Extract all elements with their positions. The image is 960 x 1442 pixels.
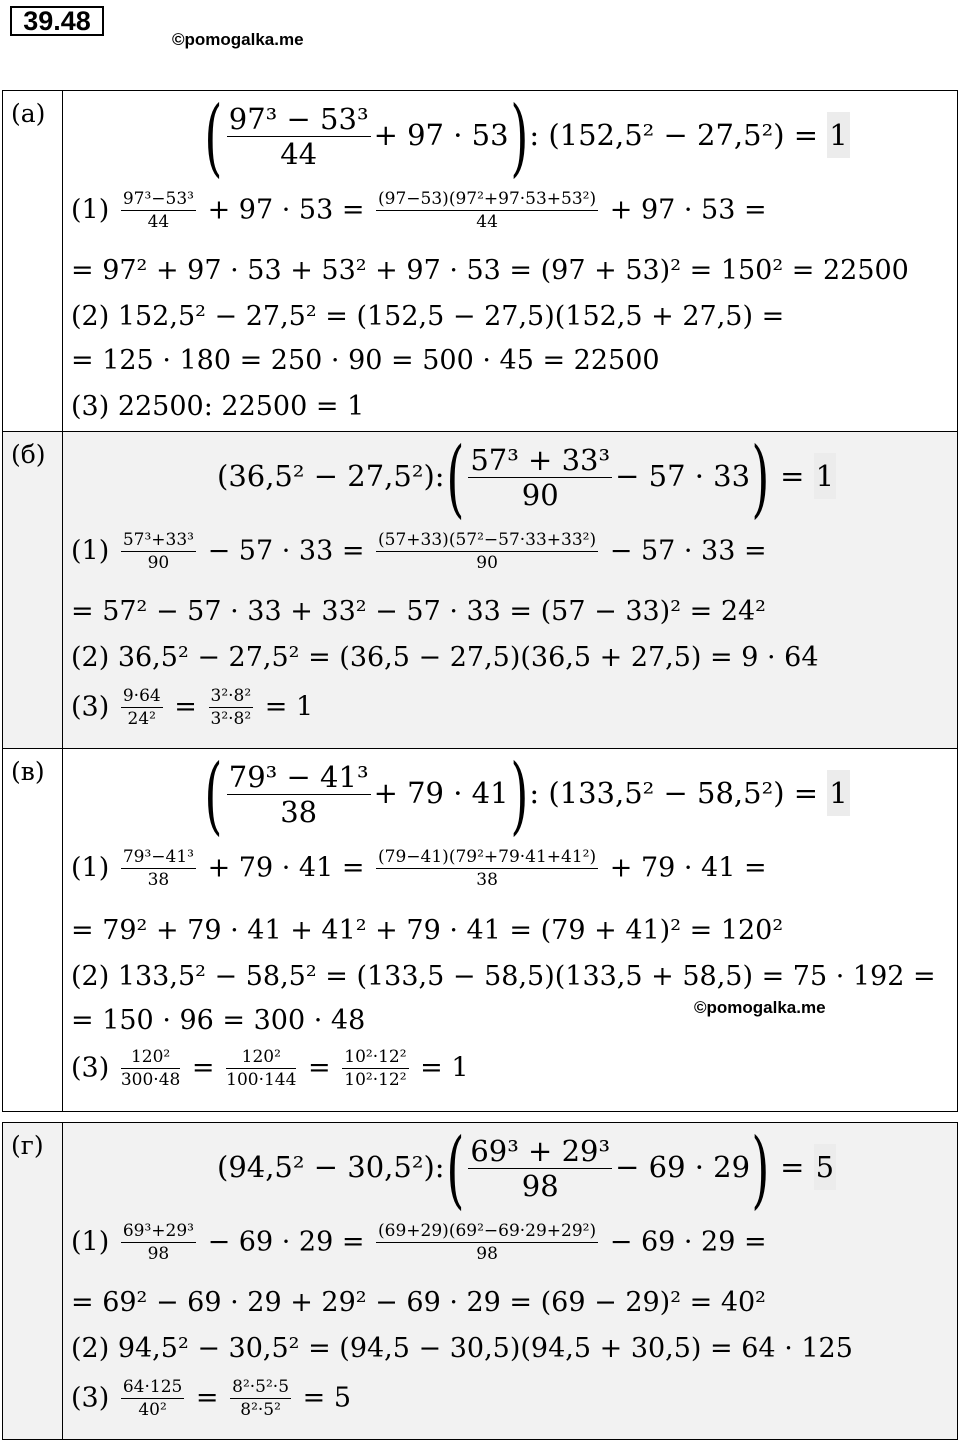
- step-3: (3) $\frac{\text{120²}}{300\cdot 48}$ = $\frac{\text{120²}}{100\cdot 144}$ = $\frac{\text{10²·12²}}{\text{10²·12²}}$ = 1: [71, 1047, 469, 1090]
- letter-column: [3, 1123, 63, 1439]
- step-2: (2) 94,5² − 30,5² = (94,5 − 30,5)(94,5 + 30,5) = 64 · 125: [71, 1333, 853, 1364]
- step-1-cont: = 97² + 97 · 53 + 53² + 97 · 53 = (97 + 53)² = 150² = 22500: [71, 255, 909, 286]
- step-1: (1) $\frac{\text{69³+29³}}{98}$ − 69 · 29 = $\frac{\text{(69+29)(69²−69·29+29²)}}{98}$ − 69 · 29 =: [71, 1221, 767, 1264]
- letter-column: [3, 432, 63, 748]
- fraction: $\frac{\text{97³ − 53³}}{44}$: [228, 102, 369, 171]
- step-2: (2) 133,5² − 58,5² = (133,5 − 58,5)(133,5 + 58,5) = 75 · 192 =: [71, 961, 936, 992]
- answer-highlight: 1: [827, 112, 849, 158]
- fraction: $\frac{\text{57³+33³}}{90}$: [122, 530, 194, 573]
- fraction: $\frac{\text{3²·8²}}{\text{3²·8²}}$: [210, 686, 252, 729]
- part-letter: (г): [11, 1131, 44, 1160]
- step-3: (3) $\frac{64\cdot 125}{\text{40²}}$ = $\frac{\text{8²·5²·5}}{\text{8²·5²}}$ = 5: [71, 1377, 352, 1420]
- step-1-cont: = 57² − 57 · 33 + 33² − 57 · 33 = (57 − 33)² = 24²: [71, 596, 766, 627]
- step-2: (2) 152,5² − 27,5² = (152,5 − 27,5)(152,5 + 27,5) =: [71, 301, 785, 332]
- step-3: (3) 22500: 22500 = 1: [71, 391, 365, 422]
- part-letter: (а): [11, 99, 46, 128]
- fraction: $\frac{\text{79³ − 41³}}{38}$: [228, 760, 369, 829]
- fraction: $\frac{\text{57³ + 33³}}{90}$: [470, 443, 611, 512]
- watermark: ©pomogalka.me: [694, 998, 826, 1017]
- fraction: $\frac{\text{69³+29³}}{98}$: [122, 1221, 194, 1264]
- solution-block-a: [2, 90, 958, 432]
- step-1: (1) $\frac{\text{57³+33³}}{90}$ − 57 · 33 = $\frac{\text{(57+33)(57²−57·33+33²)}}{90}$ − 57 · 33 =: [71, 530, 767, 573]
- answer-highlight: 1: [814, 453, 836, 499]
- step-1: (1) $\frac{\text{97³−53³}}{44}$ + 97 · 53 = $\frac{\text{(97−53)(97²+97·53+53²)}}{44}$ + 97 · 53 =: [71, 189, 767, 232]
- fraction: $\frac{\text{69³ + 29³}}{98}$: [470, 1134, 611, 1203]
- fraction: $\frac{\text{79³−41³}}{38}$: [122, 847, 194, 890]
- fraction: $\frac{\text{(79−41)(79²+79·41+41²)}}{38}$: [378, 847, 597, 890]
- problem-number: 39.48: [10, 6, 104, 36]
- fraction: $\frac{\text{120²}}{300\cdot 48}$: [120, 1047, 181, 1090]
- step-2-cont: = 150 · 96 = 300 · 48: [71, 1005, 366, 1036]
- fraction: $\frac{9\cdot 64}{\text{24²}}$: [122, 686, 161, 729]
- step-1-cont: = 79² + 79 · 41 + 41² + 79 · 41 = (79 + 41)² = 120²: [71, 915, 784, 946]
- fraction: $\frac{64\cdot 125}{\text{40²}}$: [122, 1377, 183, 1420]
- fraction: $\frac{\text{(97−53)(97²+97·53+53²)}}{44}$: [378, 189, 597, 232]
- step-1: (1) $\frac{\text{79³−41³}}{38}$ + 79 · 41 = $\frac{\text{(79−41)(79²+79·41+41²)}}{38}$ + 79 · 41 =: [71, 847, 767, 890]
- watermark: ©pomogalka.me: [172, 30, 304, 49]
- step-2-cont: = 125 · 180 = 250 · 90 = 500 · 45 = 22500: [71, 345, 660, 376]
- solution-block-v: [2, 748, 958, 1112]
- fraction: $\frac{\text{(69+29)(69²−69·29+29²)}}{98}$: [378, 1221, 597, 1264]
- part-letter: (б): [11, 440, 46, 469]
- fraction: $\frac{\text{120²}}{100\cdot 144}$: [226, 1047, 297, 1090]
- step-2: (2) 36,5² − 27,5² = (36,5 − 27,5)(36,5 + 27,5) = 9 · 64: [71, 642, 819, 673]
- fraction: $\frac{\text{97³−53³}}{44}$: [122, 189, 194, 232]
- problem-equation: ( $\frac{\text{97³ − 53³}}{44}$ + 97 · 53): (152,5² − 27,5²) = 1: [204, 88, 848, 186]
- problem-equation: ( $\frac{\text{79³ − 41³}}{38}$ + 79 · 41): (133,5² − 58,5²) = 1: [204, 746, 848, 844]
- solution-block-b: [2, 431, 958, 749]
- answer-highlight: 1: [827, 770, 849, 816]
- step-3: (3) $\frac{9\cdot 64}{\text{24²}}$ = $\frac{\text{3²·8²}}{\text{3²·8²}}$ = 1: [71, 686, 314, 729]
- solution-block-g: [2, 1122, 958, 1440]
- problem-equation: (94,5² − 30,5²):( $\frac{\text{69³ + 29³}}{98}$ − 69 · 29) = 5: [217, 1120, 835, 1218]
- step-1-cont: = 69² − 69 · 29 + 29² − 69 · 29 = (69 − 29)² = 40²: [71, 1287, 766, 1318]
- letter-column: [3, 91, 63, 431]
- part-letter: (в): [11, 757, 45, 786]
- fraction: $\frac{\text{(57+33)(57²−57·33+33²)}}{90}$: [378, 530, 597, 573]
- answer-highlight: 5: [814, 1144, 836, 1190]
- problem-equation: (36,5² − 27,5²):( $\frac{\text{57³ + 33³}}{90}$ − 57 · 33) = 1: [217, 429, 835, 527]
- letter-column: [3, 749, 63, 1111]
- fraction: $\frac{\text{10²·12²}}{\text{10²·12²}}$: [344, 1047, 407, 1090]
- fraction: $\frac{\text{8²·5²·5}}{\text{8²·5²}}$: [232, 1377, 290, 1420]
